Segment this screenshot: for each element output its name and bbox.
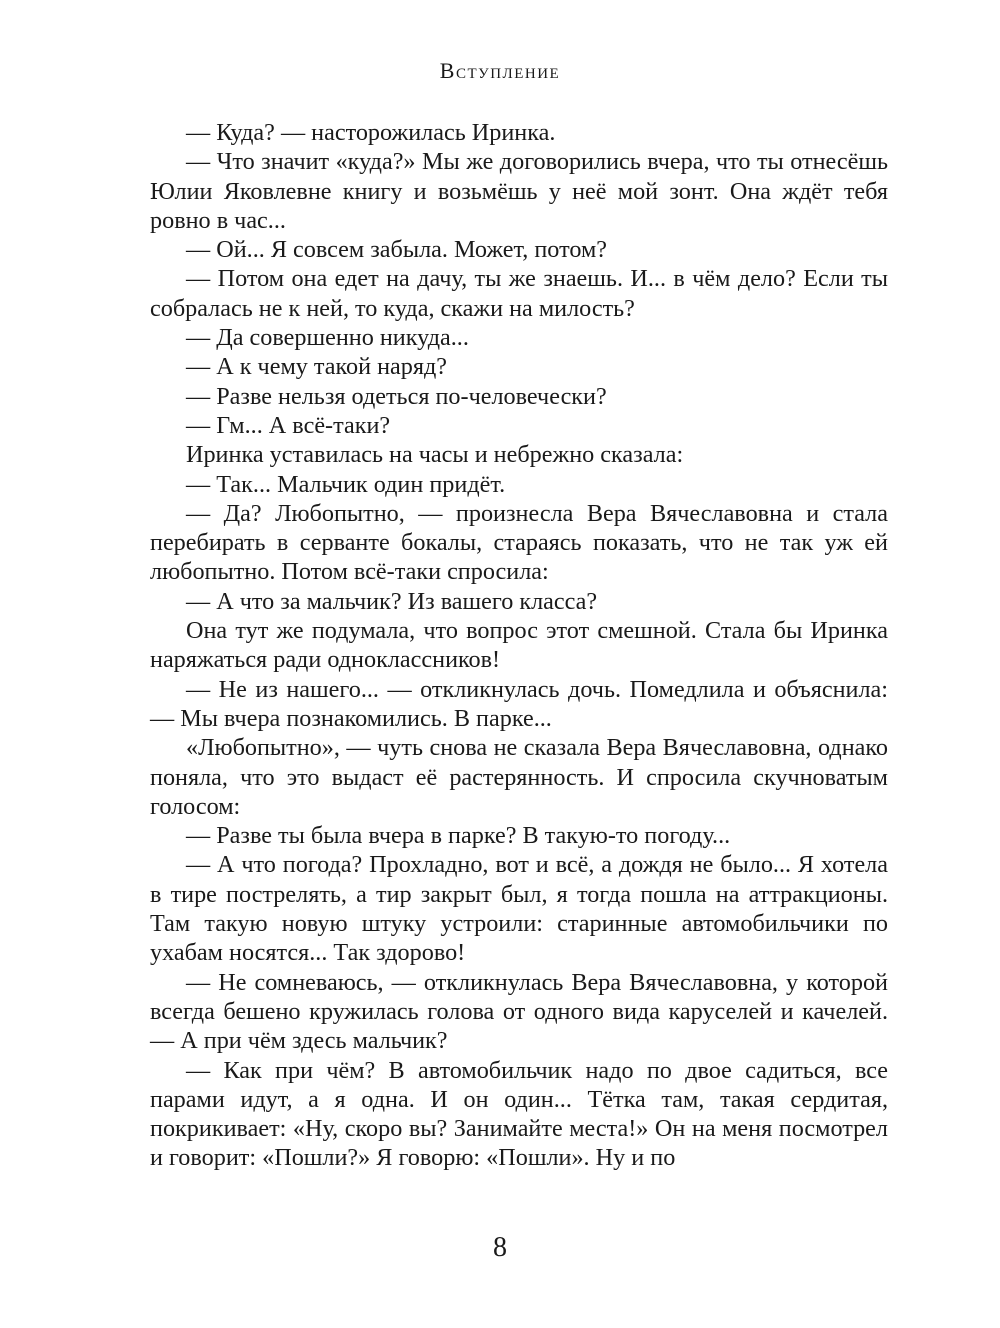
- paragraph: — Разве нельзя одеться по-человечески?: [186, 382, 607, 410]
- paragraph: — А что погода? Прохладно, вот и всё, а дождя не было... Я хотела в тире пострелять, а тир закрыт был, я тогда пошла на аттракционы. Там такую новую штуку устроили: старинные автомобильчики по ухабам носятся... Так здорово!: [150, 851, 888, 967]
- paragraph: — Как при чём? В автомобильчик надо по двое садиться, все парами идут, а я одна. И он один... Тётка там, такая сердитая, покрикивает: «Ну, скоро вы? Занимайте места!» Он на меня посмотрел и говорит: «Пошли?» Я говорю: «Пошли». Ну и по: [150, 1056, 888, 1172]
- paragraph: — Куда? — насторожилась Иринка.: [186, 119, 556, 146]
- paragraph: — Ой... Я совсем забыла. Может, потом?: [186, 236, 607, 264]
- paragraph: «Любопытно», — чуть снова не сказала Вера Вячеславовна, однако поняла, что это выдаст её растерянность. И спросила скучноватым голосом:: [150, 734, 888, 820]
- paragraph: — Так... Мальчик один придёт.: [186, 470, 506, 498]
- paragraph: — Что значит «куда?» Мы же договорились вчера, что ты отнесёшь Юлии Яковлевне книгу и возьмёшь у неё мой зонт. Она ждёт тебя ровно в час...: [150, 148, 888, 234]
- paragraph: Она тут же подумала, что вопрос этот смешной. Стала бы Иринка наряжаться ради одноклассников!: [150, 617, 888, 674]
- running-head: Вступление: [439, 58, 561, 83]
- paragraph: — Не из нашего... — откликнулась дочь. Помедлила и объяснила: — Мы вчера познакомились. В парке...: [150, 675, 888, 732]
- paragraph: — А что за мальчик? Из вашего класса?: [186, 587, 598, 615]
- paragraph: Иринка уставилась на часы и небрежно сказала:: [186, 441, 684, 469]
- page-number: 8: [493, 1232, 507, 1263]
- paragraph: — Потом она едет на дачу, ты же знаешь. И... в чём дело? Если ты собралась не к ней, то куда, скажи на милость?: [150, 265, 888, 322]
- paragraph: — Не сомневаюсь, — откликнулась Вера Вячеславовна, у которой всегда бешено кружилась голова от одного вида каруселей и качелей. — А при чём здесь мальчик?: [150, 968, 888, 1055]
- paragraph: — А к чему такой наряд?: [186, 353, 448, 381]
- paragraph: — Разве ты была вчера в парке? В такую-то погоду...: [186, 822, 731, 850]
- body-text: [150, 118, 888, 1173]
- paragraph: — Да? Любопытно, — произнесла Вера Вячеславовна и стала перебирать в серванте бокалы, стараясь показать, что не так уж ей любопытно. Потом всё-таки спросила:: [150, 499, 888, 586]
- paragraph: — Да совершенно никуда...: [186, 324, 469, 352]
- paragraph: — Гм... А всё-таки?: [186, 411, 391, 439]
